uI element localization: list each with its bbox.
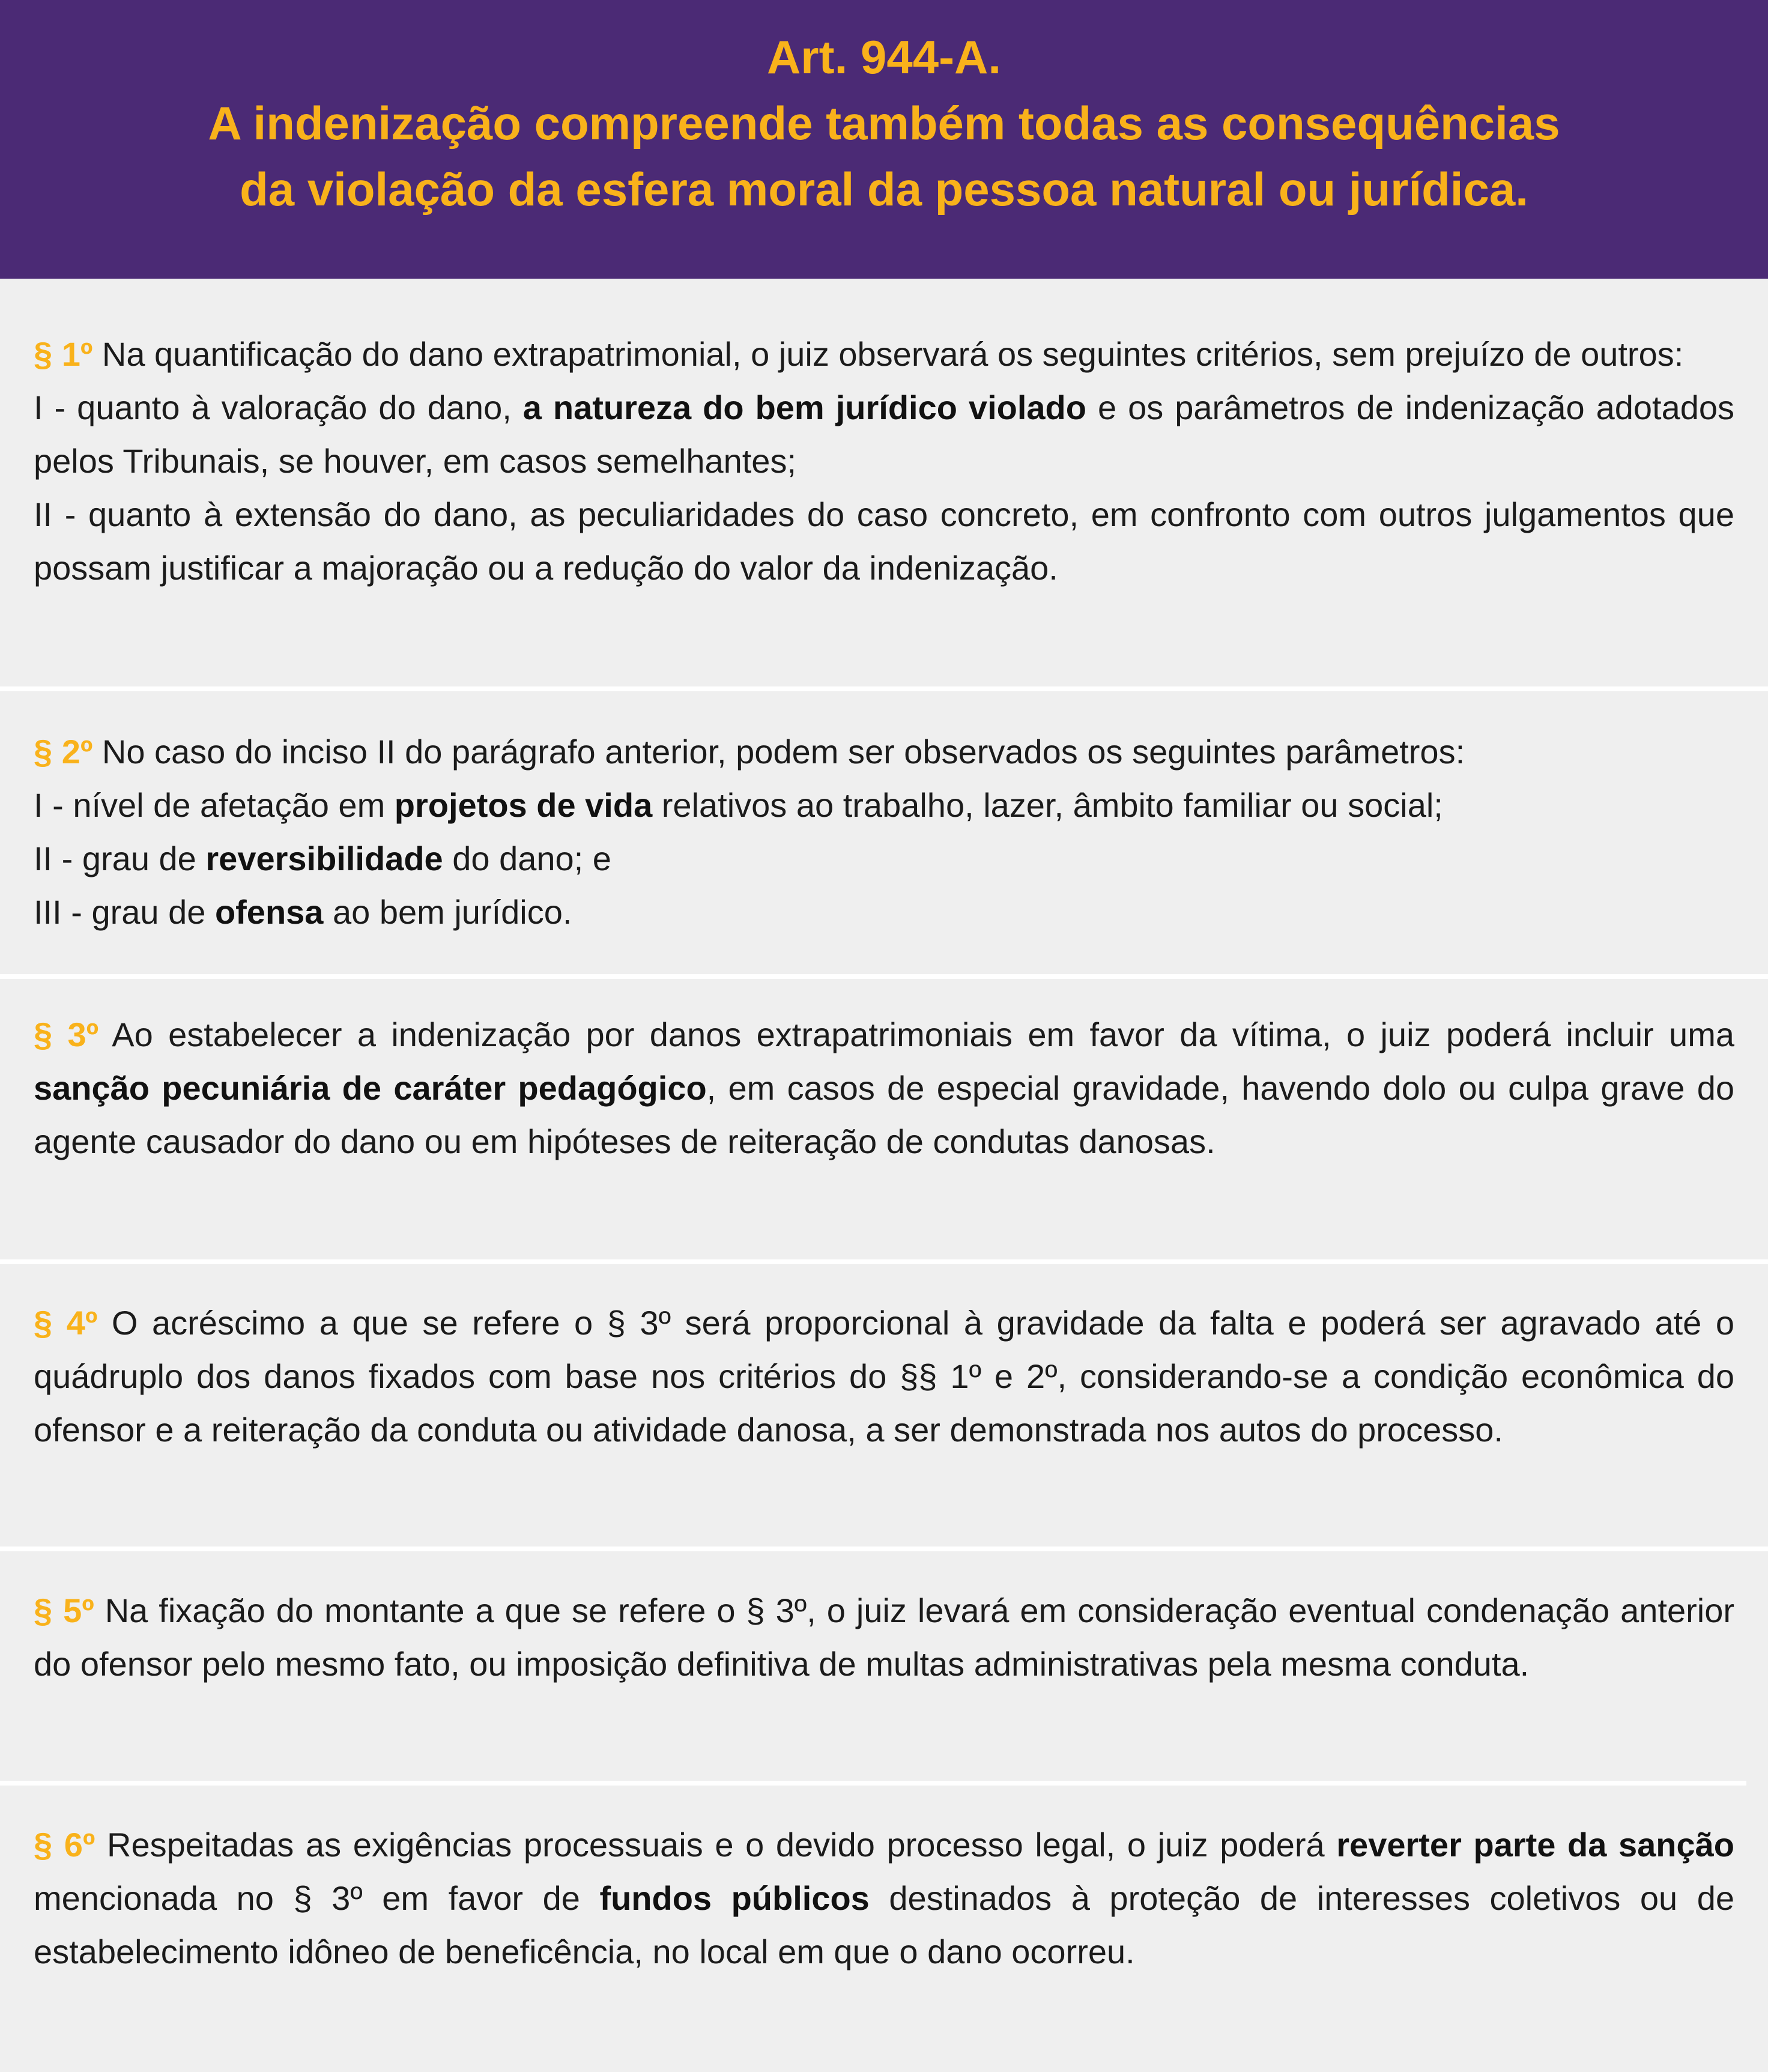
paragraph-text: Respeitadas as exigências processuais e o devido processo legal, o juiz poderá (107, 1826, 1325, 1864)
item-text: II - quanto à extensão do dano, as peculiaridades do caso concreto, em confronto com outros julgamentos que possam justificar a majoração ou a redução do valor da indenização. (34, 495, 1734, 587)
item-text: e os parâmetros de indenização adotados pelos Tribunais, se houver, em casos semelhantes; (34, 389, 1735, 480)
paragraph-1-text: Na quantificação do dano extrapatrimonial, o juiz observará os seguintes critérios, sem prejuízo de outros: (101, 335, 1684, 373)
paragraph-6-number: § 6º (34, 1826, 95, 1864)
section-divider (0, 1259, 1768, 1264)
paragraph-3-number: § 3º (34, 1016, 99, 1053)
section-divider (0, 1546, 1768, 1551)
paragraph-5 (0, 1584, 1768, 1691)
paragraph-3 (0, 1008, 1768, 1168)
paragraph-1-item-2 (34, 488, 1734, 595)
item-text: I - nível de afetação em (34, 786, 386, 824)
article-caput-line-2: da violação da esfera moral da pessoa natural ou jurídica. (240, 163, 1528, 216)
paragraph-highlight: fundos públicos (599, 1879, 870, 1917)
paragraph-1 (0, 327, 1768, 595)
paragraph-highlight: reverter parte da sanção (1336, 1826, 1735, 1864)
article-header (0, 0, 1768, 279)
item-text: III - grau de (34, 893, 206, 931)
paragraph-1-number: § 1º (34, 335, 93, 373)
item-text: ao bem jurídico. (333, 893, 572, 931)
paragraph-6-text (34, 1818, 1734, 1978)
item-highlight: reversibilidade (205, 840, 443, 877)
paragraph-text: O acréscimo a que se refere o § 3º será proporcional à gravidade da falta e poderá ser agravado até o quádruplo dos danos fixados com base nos critérios do §§ 1º e 2º, considerando-se a condição econômica do ofensor e a reiteração da conduta ou atividade danosa, a ser demonstrada nos autos do processo. (34, 1304, 1735, 1449)
item-text: relativos ao trabalho, lazer, âmbito familiar ou social; (661, 786, 1443, 824)
paragraph-2-item-2 (34, 832, 1734, 885)
paragraph-2 (0, 725, 1768, 939)
paragraph-2-caput (34, 725, 1734, 778)
item-highlight: a natureza do bem jurídico violado (522, 389, 1086, 426)
item-highlight: ofensa (214, 893, 324, 931)
article-number: Art. 944-A. (766, 31, 1002, 83)
paragraph-text: Na fixação do montante a que se refere o § 3º, o juiz levará em consideração eventual condenação anterior do ofensor pelo mesmo fato, ou imposição definitiva de multas administrativas pela mesma conduta. (34, 1592, 1734, 1683)
section-divider (0, 1781, 1746, 1786)
paragraph-5-text (34, 1584, 1734, 1691)
article-caput-line-1: A indenização compreende também todas as consequências (208, 97, 1560, 150)
item-highlight: projetos de vida (394, 786, 653, 824)
paragraph-2-text: No caso do inciso II do parágrafo anterior, podem ser observados os seguintes parâmetros: (101, 733, 1465, 771)
paragraph-1-caput (34, 327, 1734, 381)
paragraph-text: destinados à proteção de interesses coletivos ou de estabelecimento idôneo de beneficência, no local em que o dano ocorreu. (34, 1879, 1734, 1971)
paragraph-5-number: § 5º (34, 1592, 94, 1629)
item-text: II - grau de (34, 840, 196, 877)
paragraph-2-number: § 2º (34, 733, 93, 771)
paragraph-highlight: sanção pecuniária de caráter pedagógico (34, 1069, 707, 1107)
paragraph-6 (0, 1818, 1768, 1978)
paragraph-3-text (34, 1008, 1734, 1168)
paragraph-4-number: § 4º (34, 1304, 98, 1342)
paragraph-4 (0, 1296, 1768, 1456)
section-divider (0, 974, 1768, 979)
item-text: do dano; e (452, 840, 611, 877)
paragraph-2-item-3 (34, 885, 1734, 939)
paragraph-text: Ao estabelecer a indenização por danos extrapatrimoniais em favor da vítima, o juiz poderá incluir uma (112, 1016, 1734, 1053)
paragraph-2-item-1 (34, 778, 1734, 832)
paragraph-4-text (34, 1296, 1734, 1456)
paragraph-text: , em casos de especial gravidade, havendo dolo ou culpa grave do agente causador do dano ou em hipóteses de reiteração de condutas danosas. (34, 1069, 1735, 1160)
paragraph-1-item-1 (34, 381, 1734, 488)
section-divider (0, 686, 1768, 691)
paragraph-text: mencionada no § 3º em favor de (34, 1879, 580, 1917)
item-text: I - quanto à valoração do dano, (34, 389, 512, 426)
